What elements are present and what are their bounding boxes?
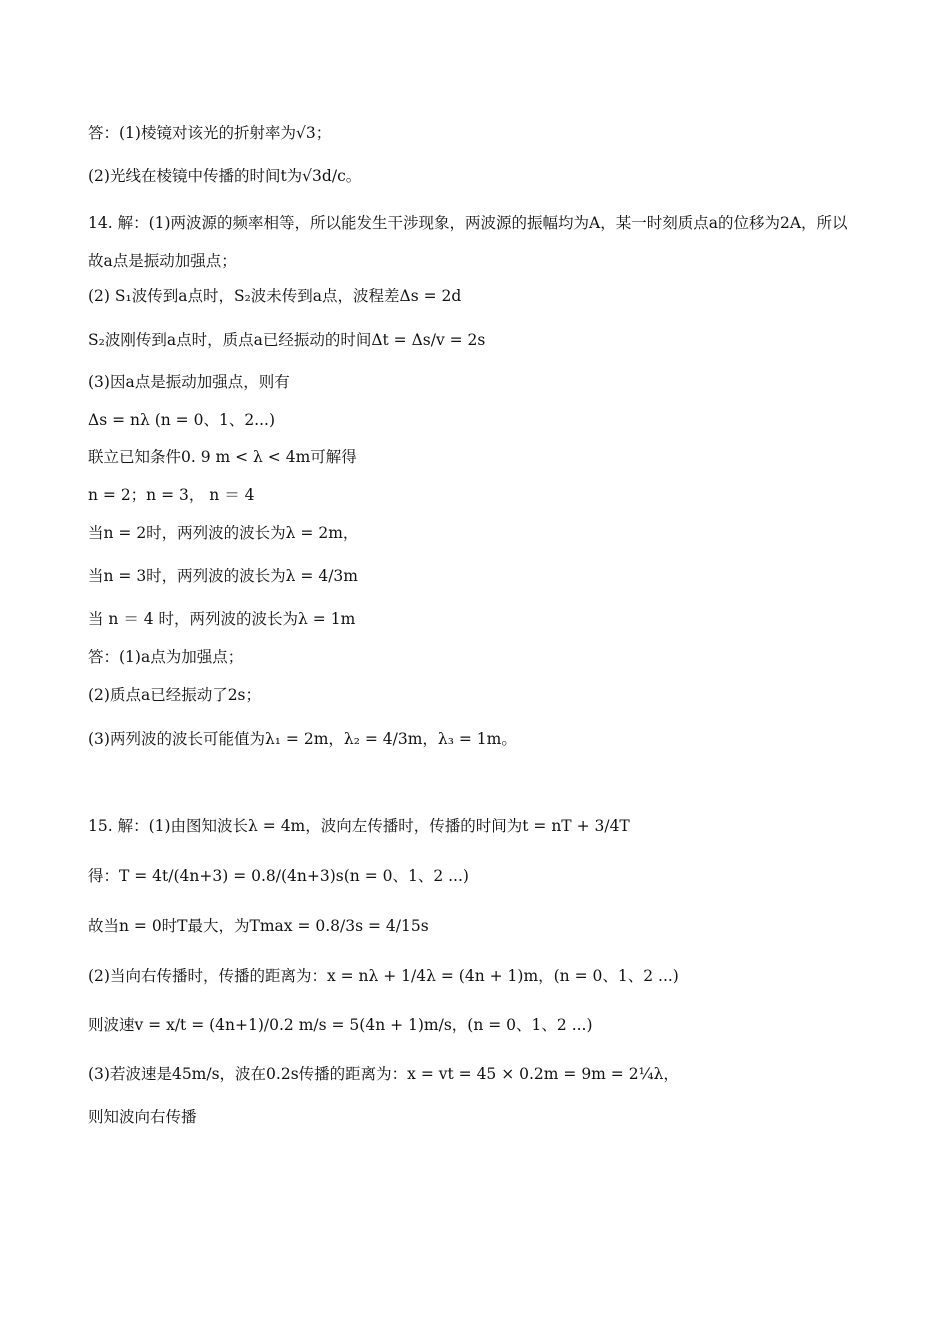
q14-part3-line-5: 当n = 2时，两列波的波长为λ = 2m， <box>88 524 359 542</box>
answer-13-line-1: 答：(1)棱镜对该光的折射率为√3； <box>88 124 332 142</box>
q14-intro: 14. 解：(1)两波源的频率相等，所以能发生干涉现象，两波源的振幅均为A，某一时刻质点a的位移为2A，所以故a点是振动加强点； <box>88 214 848 270</box>
q14-answer-line-1: 答：(1)a点为加强点； <box>88 648 244 666</box>
q15-line-5: 则波速v = x/t = (4n+1)/0.2 m/s = 5(4n + 1)m/s，(n = 0、1、2 ...) <box>88 1016 593 1034</box>
q14-answer-line-3: (3)两列波的波长可能值为λ₁ = 2m，λ₂ = 4/3m，λ₃ = 1m。 <box>88 730 517 748</box>
q15-line-2: 得：T = 4t/(4n+3) = 0.8/(4n+3)s(n = 0、1、2 ...) <box>88 867 469 885</box>
q15-line-7: 则知波向右传播 <box>88 1108 197 1126</box>
q15-line-4: (2)当向右传播时，传播的距离为：x = nλ + 1/4λ = (4n + 1)m，(n = 0、1、2 ...) <box>88 967 679 985</box>
q14-part2-line-1: (2) S₁波传到a点时，S₂波未传到a点，波程差Δs = 2d <box>88 287 462 305</box>
q14-part3-line-4: n = 2；n = 3， n ＝ 4 <box>88 486 255 504</box>
q14-answer-line-2: (2)质点a已经振动了2s； <box>88 686 262 704</box>
q15-line-3: 故当n = 0时T最大，为Tmax = 0.8/3s = 4/15s <box>88 917 429 935</box>
q14-part3-line-6: 当n = 3时，两列波的波长为λ = 4/3m <box>88 567 358 585</box>
q15-line-1: 15. 解：(1)由图知波长λ = 4m，波向左传播时，传播的时间为t = nT + 3/4T <box>88 817 630 835</box>
q14-part3-line-1: (3)因a点是振动加强点，则有 <box>88 373 290 391</box>
q14-part2-line-2: S₂波刚传到a点时，质点a已经振动的时间Δt = Δs/v = 2s <box>88 331 486 349</box>
q14-part3-line-2: Δs = nλ (n = 0、1、2...) <box>88 411 276 429</box>
q14-part3-line-7: 当 n ＝ 4 时，两列波的波长为λ = 1m <box>88 610 356 628</box>
answer-13-line-2: (2)光线在棱镜中传播的时间t为√3d/c。 <box>88 167 362 185</box>
q14-part3-line-3: 联立已知条件0. 9 m < λ < 4m可解得 <box>88 448 357 466</box>
q15-line-6: (3)若波速是45m/s，波在0.2s传播的距离为：x = vt = 45 × 0.2m = 9m = 2¼λ， <box>88 1065 679 1083</box>
